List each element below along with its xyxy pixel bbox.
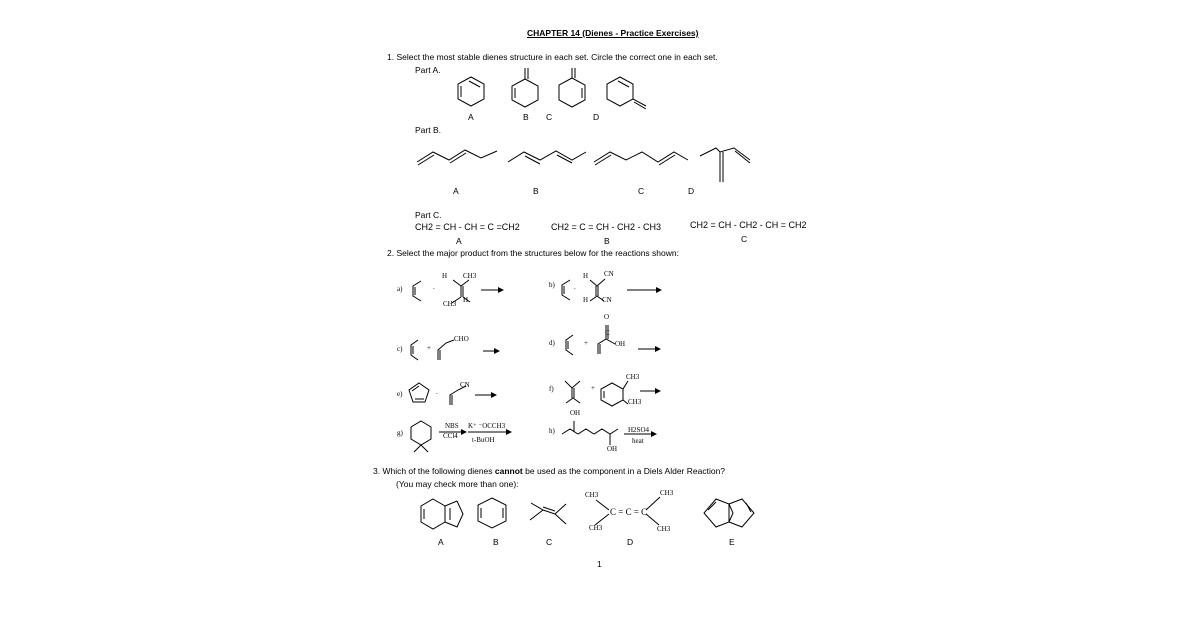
reaction-d-c: C: [605, 329, 610, 337]
part-a-option-a: A: [468, 112, 474, 122]
reaction-b-diene: [562, 280, 570, 300]
q3-structure-a: [421, 499, 463, 529]
part-c-label: Part C.: [415, 210, 442, 220]
reaction-h-reagent: H2SO4: [628, 426, 650, 434]
reaction-c-letter: c): [397, 345, 403, 353]
reaction-g-solvent: t-BuOH: [472, 436, 495, 444]
reaction-a-ch3-top: CH3: [463, 272, 477, 280]
reaction-b-letter: b): [549, 281, 555, 289]
reaction-f-ch3-bottom: CH3: [628, 398, 642, 406]
part-a-structure-c: [559, 68, 585, 107]
question-2: 2. Select the major product from the structures below for the reactions shown:: [387, 248, 679, 258]
reaction-f-diene: [565, 381, 580, 403]
reaction-h-oh-bottom: OH: [607, 445, 618, 453]
question-3-bold: cannot: [494, 466, 523, 476]
reaction-e-diene: [409, 383, 429, 402]
q3-d-ch3-bottom-right: CH3: [657, 525, 671, 533]
part-c-option-c: C: [741, 234, 748, 244]
reaction-b-h-top: H: [583, 272, 589, 280]
reaction-d-plus: +: [584, 339, 588, 347]
reaction-f-letter: f): [549, 385, 554, 393]
reaction-e-nitrile: [450, 386, 466, 405]
q3-option-a: A: [438, 537, 444, 547]
q3-option-e: E: [729, 537, 735, 547]
q3-structure-d: [595, 497, 660, 525]
part-b-structure-a: [417, 150, 497, 165]
reaction-a-letter: a): [397, 285, 403, 293]
part-a-structure-d: [607, 77, 646, 109]
reaction-b-cn-top: CN: [604, 270, 614, 278]
reaction-a-diene: [413, 281, 421, 301]
question-3-note: (You may check more than one):: [396, 479, 519, 489]
part-b-structure-b: [508, 151, 586, 164]
reaction-g-ccl4: CCl4: [443, 432, 458, 440]
reaction-b-dienophile: [590, 279, 605, 301]
part-c-formula-a: CH2 = CH - CH = C =CH2: [415, 222, 520, 232]
reaction-e-letter: e): [397, 390, 403, 398]
part-b-label: Part B.: [415, 125, 441, 135]
part-a-option-d: D: [593, 112, 600, 122]
q3-d-ch3-top-left: CH3: [585, 491, 599, 499]
reaction-a-dienophile: [452, 280, 470, 303]
reaction-d-o: O: [604, 313, 610, 321]
page-title: CHAPTER 14 (Dienes - Practice Exercises): [527, 28, 699, 38]
reaction-g-letter: g): [397, 429, 403, 437]
reaction-d-diene: [566, 335, 573, 355]
part-a-structure-b: [512, 68, 538, 107]
q3-option-b: B: [493, 537, 499, 547]
reaction-d-oh: OH: [615, 340, 626, 348]
q3-d-cumulene: C = C = C: [610, 507, 648, 517]
reaction-a-h-top: H: [442, 272, 448, 280]
reaction-h-oh-top: OH: [570, 409, 581, 417]
q3-option-c: C: [546, 537, 553, 547]
part-a-label: Part A.: [415, 65, 441, 75]
reaction-f-cyclic-dienophile: [601, 381, 628, 406]
reaction-a-ch3-bottom: CH3: [443, 300, 457, 308]
q3-structure-e: [704, 499, 754, 527]
reaction-c-diene: [411, 340, 418, 360]
part-c-formula-c: CH2 = CH - CH2 - CH = CH2: [690, 220, 807, 230]
reaction-a-dot: .: [433, 283, 435, 291]
part-b-option-d: D: [688, 186, 695, 196]
part-b-option-b: B: [533, 186, 539, 196]
reaction-b-dot: .: [574, 283, 576, 291]
q3-option-d: D: [627, 537, 634, 547]
question-3-pre: 3. Which of the following dienes: [373, 466, 495, 476]
reaction-h-letter: h): [549, 427, 555, 435]
reaction-b-h-bottom: H: [583, 296, 589, 304]
part-c-option-a: A: [456, 236, 462, 246]
reaction-h-diol: [562, 421, 618, 445]
question-1: 1. Select the most stable dienes structure in each set. Circle the correct one in each set.: [387, 52, 718, 62]
reaction-e-cn: CN: [460, 381, 470, 389]
reaction-c-plus: +: [427, 344, 431, 352]
part-b-option-a: A: [453, 186, 459, 196]
q3-structure-c: [530, 503, 566, 524]
page-number: 1: [597, 559, 602, 569]
reaction-g-base: K⁺ ⁻OCCH3: [468, 422, 506, 430]
reaction-h-condition: heat: [632, 437, 644, 445]
reaction-f-plus: +: [591, 384, 595, 392]
part-c-option-b: B: [604, 236, 610, 246]
q3-structure-b: [478, 498, 506, 528]
part-a-option-c: C: [546, 112, 553, 122]
reaction-a-h-bottom: H: [463, 296, 469, 304]
reaction-c-cho: CHO: [454, 335, 469, 343]
reaction-e-dot: .: [436, 388, 438, 396]
reaction-g-substrate: [411, 421, 431, 452]
part-c-formula-b: CH2 = C = CH - CH2 - CH3: [551, 222, 662, 232]
part-b-structure-d: [700, 148, 750, 182]
reaction-f-ch3-top: CH3: [626, 373, 640, 381]
part-b-option-c: C: [638, 186, 645, 196]
reaction-d-letter: d): [549, 339, 555, 347]
reaction-d-acid: [598, 325, 615, 354]
part-a-option-b: B: [523, 112, 529, 122]
reaction-c-aldehyde: [438, 340, 454, 360]
q3-d-ch3-bottom-left: CH3: [589, 524, 603, 532]
reaction-b-cn-bottom: CN: [602, 296, 612, 304]
reaction-g-nbs: NBS: [445, 422, 459, 430]
part-a-structure-a: [458, 77, 484, 106]
part-b-structure-c: [594, 152, 688, 165]
q3-d-ch3-top-right: CH3: [660, 489, 674, 497]
question-3-post: be used as the component in a Diels Alder Reaction?: [522, 466, 726, 476]
